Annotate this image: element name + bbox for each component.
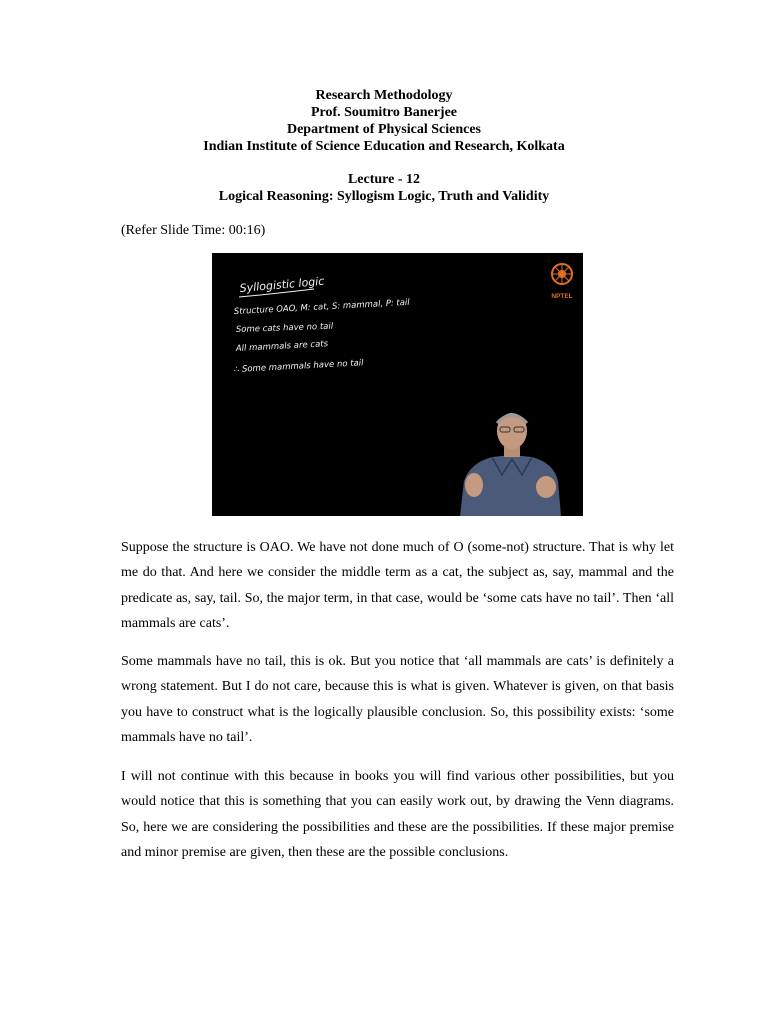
paragraph-2: Some mammals have no tail, this is ok. But you notice that ‘all mammals are cats’ is definitely a wrong statement. But I do not care, because this is what is given. Whatever is given, on that basis you have to construct what is the logically plausible conclusion. So, this possibility exists: ‘some mammals have no tail’. (121, 654, 674, 745)
course-title: Research Methodology (315, 88, 453, 103)
refer-slide-time: (Refer Slide Time: 00:16) (121, 223, 266, 238)
nptel-logo-icon (552, 264, 572, 284)
institute-name: Indian Institute of Science Education and Research, Kolkata (203, 139, 565, 154)
professor-name: Prof. Soumitro Banerjee (310, 105, 458, 120)
header-spacer (0, 155, 768, 171)
slide-line-major-premise: Some cats have no tail (235, 321, 334, 335)
slide-line-structure: Structure OAO, M: cat, S: mammal, P: tail (233, 297, 410, 317)
document-header (0, 87, 768, 205)
paragraph-1: Suppose the structure is OAO. We have not done much of O (some-not) structure. That is why let me do that. And here we consider the middle term as a cat, the subject as, say, mammal and the predicate as, say, tail. So, the major term, in that case, would be ‘some cats have no tail’. Then ‘all mammals are cats’. (121, 540, 674, 631)
lecture-number: Lecture - 12 (347, 172, 421, 187)
slide-canvas (212, 253, 583, 516)
lecture-slide-image (212, 253, 583, 516)
lecture-title: Logical Reasoning: Syllogism Logic, Truth and Validity (218, 189, 550, 204)
slide-line-conclusion: ∴ Some mammals have no tail (233, 358, 364, 375)
department-name: Department of Physical Sciences (286, 122, 482, 137)
nptel-logo-text: NPTEL (551, 293, 573, 300)
paragraph-3: I will not continue with this because in books you will find various other possibilities, but you would notice that this is something that you can easily work out, by drawing the Venn diagrams. So, here we are considering the possibilities and these are the possibilities. If these major premise and minor premise are given, then these are the possible conclusions. (121, 769, 674, 860)
slide-line-minor-premise: All mammals are cats (235, 339, 329, 354)
slide-line-heading: Syllogistic logic (239, 274, 325, 295)
